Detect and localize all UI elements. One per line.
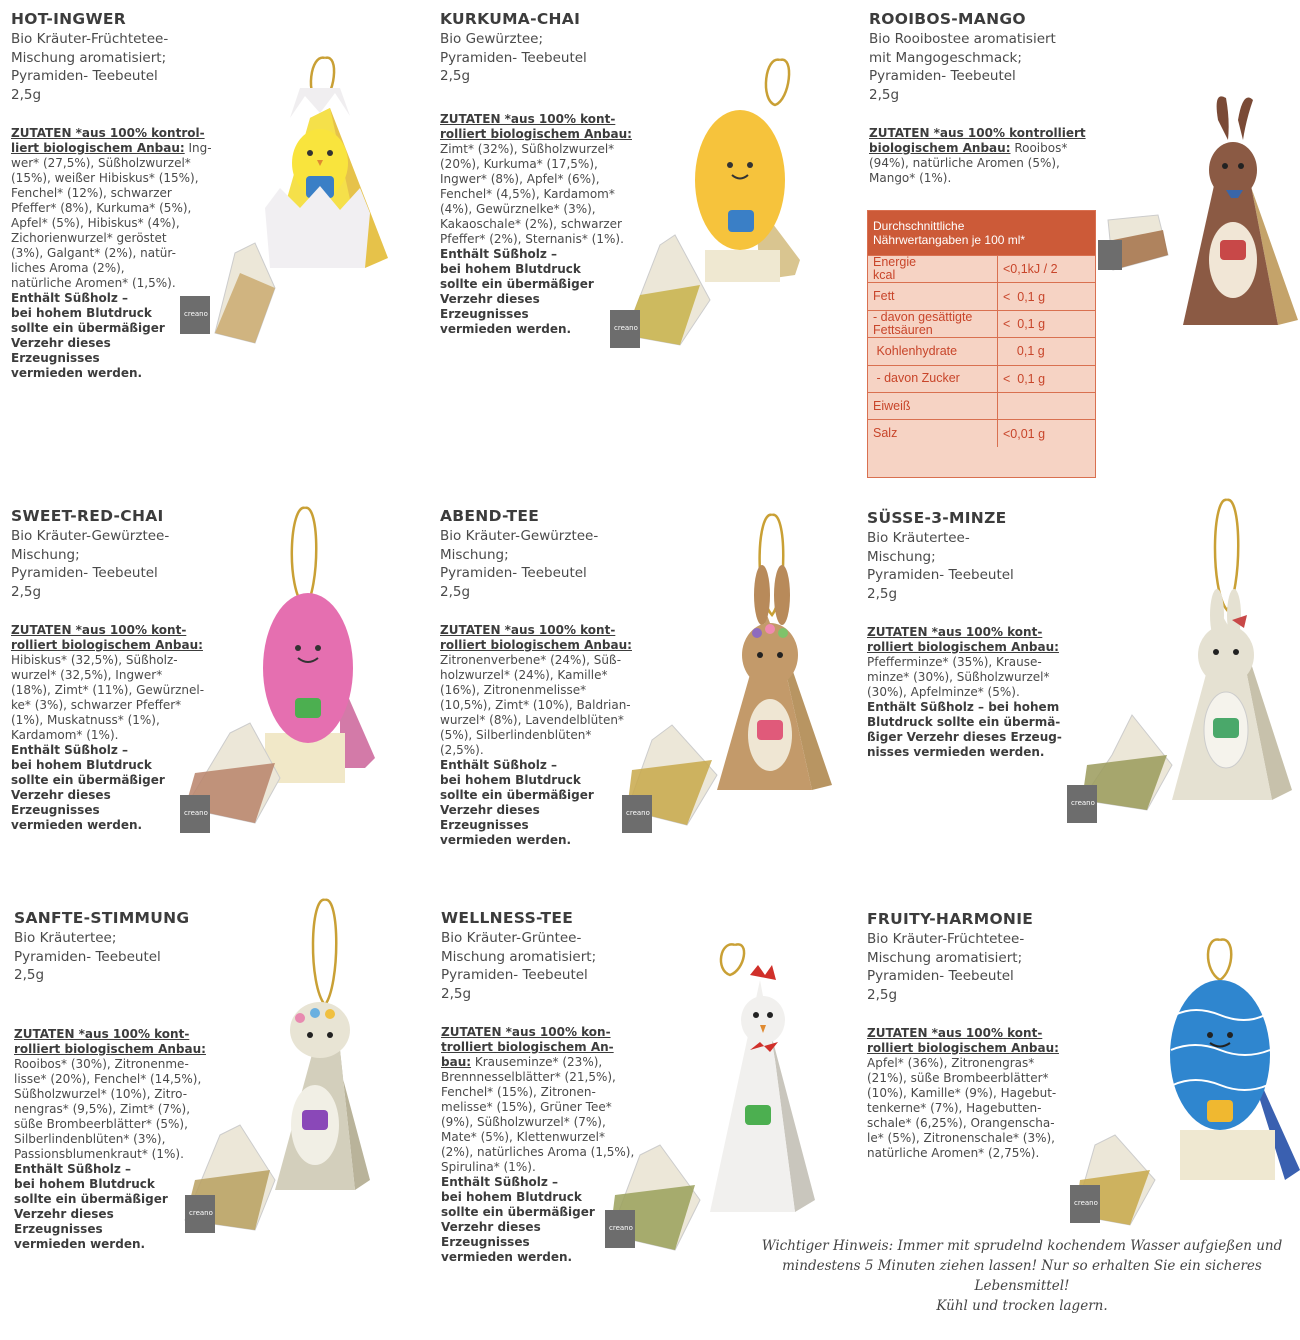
egg-icon bbox=[180, 508, 380, 838]
product-description: Bio Kräuter-Früchtetee- Mischung aromatisiert; Pyramiden- Teebeutel 2,5g bbox=[11, 31, 169, 103]
licorice-warning: Enthält Süßholz – bei hohem Blutdruck sollte ein übermäßiger Verzehr dieses Erzeugnisses vermieden werden. bbox=[440, 758, 594, 847]
ingredients-list: Pfefferminze* (35%), Krause- minze* (30%), Süßholzwurzel* (30%), Apfelminze* (5%). bbox=[867, 655, 1050, 699]
egg-icon bbox=[580, 60, 800, 360]
tag-brand: creano bbox=[609, 1224, 633, 1232]
product-description: Bio Kräutertee- Mischung; Pyramiden- Teebeutel 2,5g bbox=[867, 530, 1014, 602]
nutrient-name: Kohlenhydrate bbox=[868, 338, 998, 364]
product-title: WELLNESS-TEE bbox=[441, 909, 574, 927]
tag-brand: creano bbox=[184, 310, 208, 318]
zutaten-label: ZUTATEN *aus 100% kon- trolliert biologischem An- bau: bbox=[441, 1025, 614, 1069]
zutaten-label: ZUTATEN *aus 100% kont- rolliert biologischem Anbau: bbox=[867, 1026, 1059, 1055]
zutaten-label: ZUTATEN *aus 100% kont- rolliert biologischem Anbau: bbox=[867, 625, 1059, 654]
lamb-icon bbox=[180, 900, 380, 1240]
hen-illustration bbox=[600, 930, 820, 1260]
ingredients-list: Ing- wer* (27,5%), Süßholzwurzel* (15%), weißer Hibiskus* (15%), Fenchel* (12%), schwarzer Pfeffer* (8%), Kurkuma* (5%), Apfel* (5%), Hibiskus* (4%), Zichorienwurzel* geröstet (3%), Galgant* (2%), natür- liches Aroma (2%), natürliche Aromen* (1,5%). bbox=[11, 141, 212, 290]
product-title: SANFTE-STIMMUNG bbox=[14, 909, 190, 927]
bunny-icon bbox=[1098, 90, 1298, 390]
nutrition-row bbox=[868, 310, 1095, 337]
product-description: Bio Kräuter-Gewürztee- Mischung; Pyramiden- Teebeutel 2,5g bbox=[11, 528, 170, 600]
nutrition-table bbox=[867, 210, 1096, 478]
chick-icon bbox=[180, 58, 400, 358]
ingredients-list: Zitronenverbene* (24%), Süß- holzwurzel* (24%), Kamille* (16%), Zitronenmelisse* (10,5%), Zimt* (10%), Baldrian- wurzel* (8%), Lavendelblüten* (5%), Silberlindenblüten* (2,5%). bbox=[440, 653, 631, 757]
nutrition-row bbox=[868, 365, 1095, 392]
tag-brand: creano bbox=[614, 324, 638, 332]
nutrient-value: < 0,1 g bbox=[1003, 289, 1046, 304]
bunny-icon bbox=[592, 515, 832, 835]
product-description: Bio Kräuter-Früchtetee- Mischung aromatisiert; Pyramiden- Teebeutel 2,5g bbox=[867, 931, 1025, 1003]
nutrient-value bbox=[998, 393, 1095, 419]
nutrition-row bbox=[868, 337, 1095, 364]
lamb-illustration bbox=[180, 900, 380, 1240]
nutrient-name: Energie kcal bbox=[868, 256, 998, 282]
ingredients-list: Krauseminze* (23%), Brennnesselblätter* (21,5%), Fenchel* (15%), Zitronen- melisse* (15%), Grüner Tee* (9%), Süßholzwurzel* (7%), Mate* (5%), Klettenwurzel* (2%), natürliches Aroma (1,5%), Spirulina* (1%). bbox=[441, 1055, 635, 1174]
nutrition-row bbox=[868, 419, 1095, 446]
blue-egg-illustration bbox=[1065, 940, 1300, 1230]
tag-brand: creano bbox=[189, 1209, 213, 1217]
licorice-warning: Enthält Süßholz – bei hohem Blutdruck sollte ein übermäßiger Verzehr dieses Erzeugnisses vermieden werden. bbox=[441, 1175, 595, 1264]
hen-icon bbox=[600, 930, 820, 1260]
zutaten-label: ZUTATEN *aus 100% kont- rolliert biologischem Anbau: bbox=[440, 623, 632, 652]
product-title: KURKUMA-CHAI bbox=[440, 10, 581, 28]
white-bunny-illustration bbox=[1062, 500, 1292, 830]
zutaten-label: ZUTATEN *aus 100% kont- rolliert biologischem Anbau: bbox=[11, 623, 203, 652]
brown-bunny-illustration bbox=[1098, 90, 1298, 390]
nutrient-name: - davon gesättigte Fettsäuren bbox=[868, 311, 998, 337]
nutrient-name: - davon Zucker bbox=[868, 366, 998, 392]
pink-egg-illustration bbox=[180, 508, 380, 838]
product-title: SWEET-RED-CHAI bbox=[11, 507, 164, 525]
ingredients-list: Rooibos* (94%), natürliche Aromen (5%), Mango* (1%). bbox=[869, 141, 1068, 185]
product-title: ROOIBOS-MANGO bbox=[869, 10, 1026, 28]
product-description: Bio Kräuter-Grüntee- Mischung aromatisiert; Pyramiden- Teebeutel 2,5g bbox=[441, 930, 597, 1002]
ingredients-list: Zimt* (32%), Süßholzwurzel* (20%), Kurkuma* (17,5%), Ingwer* (8%), Apfel* (6%), Fenchel* (4,5%), Kardamom* (4%), Gewürznelke* (3%), Kakaoschale* (2%), schwarzer Pfeffer* (2%), Sternanis* (1%). bbox=[440, 141, 624, 246]
licorice-warning: Enthält Süßholz – bei hohem Blutdruck sollte ein übermäßiger Verzehr dieses Erzeugnisses vermieden werden. bbox=[11, 743, 165, 832]
product-title: FRUITY-HARMONIE bbox=[867, 910, 1034, 928]
zutaten-label: ZUTATEN *aus 100% kontrolliert biologischem Anbau: bbox=[869, 126, 1086, 155]
bunny-icon bbox=[1062, 500, 1292, 830]
nutrition-table-header bbox=[868, 211, 1095, 255]
licorice-warning: Enthält Süßholz – bei hohem Blutdruck sollte ein übermäßiger Verzehr dieses Erzeugnisses vermieden werden. bbox=[11, 291, 165, 380]
zutaten-label: ZUTATEN *aus 100% kontrol- liert biologischem Anbau: bbox=[11, 126, 205, 155]
product-description: Bio Kräutertee; Pyramiden- Teebeutel 2,5g bbox=[14, 930, 161, 983]
product-title: SÜSSE-3-MINZE bbox=[867, 509, 1007, 527]
tag-brand: creano bbox=[626, 809, 650, 817]
ingredients-list: Rooibos* (30%), Zitronenme- lisse* (20%), Fenchel* (14,5%), Süßholzwurzel* (10%), Zitro- nengras* (9,5%), Zimt* (7%), süße Brombeerblätter* (5%), Silberlindenblüten* (3%), Passionsblumenkraut* (1%). bbox=[14, 1056, 202, 1161]
product-description: Bio Kräuter-Gewürztee- Mischung; Pyramiden- Teebeutel 2,5g bbox=[440, 528, 599, 600]
nutrient-name: Salz bbox=[868, 420, 998, 446]
nutrition-row bbox=[868, 282, 1095, 309]
product-title: HOT-INGWER bbox=[11, 10, 126, 28]
product-description: Bio Gewürztee; Pyramiden- Teebeutel 2,5g bbox=[440, 31, 587, 84]
zutaten-label: ZUTATEN *aus 100% kont- rolliert biologischem Anbau: bbox=[14, 1026, 206, 1056]
ingredients-list: Apfel* (36%), Zitronengras* (21%), süße Brombeerblätter* (10%), Kamille* (9%), Hagebut- tenkerne* (7%), Hagebutten- schale* (6,25%), Orangenscha- le* (5%), Zitronenschale* (3%), natürliche Aromen* (2,75%). bbox=[867, 1056, 1057, 1160]
tag-brand: creano bbox=[184, 809, 208, 817]
tag-brand: creano bbox=[1074, 1199, 1098, 1207]
nutrient-value: < 0,1 g bbox=[1003, 371, 1046, 386]
important-notice: Wichtiger Hinweis: Immer mit sprudelnd kochendem Wasser aufgießen und mindestens 5 Minuten ziehen lassen! Nur so erhalten Sie ein sicheres Lebensmittel! Kühl und trocken lagern. bbox=[761, 1238, 1283, 1314]
product-description: Bio Rooibostee aromatisiert mit Mangogeschmack; Pyramiden- Teebeutel 2,5g bbox=[869, 31, 1056, 103]
nutrient-value: < 0,1 g bbox=[1003, 316, 1046, 331]
zutaten-label: ZUTATEN *aus 100% kont- rolliert biologischem Anbau: bbox=[440, 111, 632, 141]
ingredients-list: Hibiskus* (32,5%), Süßholz- wurzel* (32,5%), Ingwer* (18%), Zimt* (11%), Gewürznel- ke* (3%), schwarzer Pfeffer* (1%), Muskatnuss* (1%), Kardamom* (1%). bbox=[11, 653, 205, 742]
nutrient-value: <0,1kJ / 2 bbox=[1003, 262, 1058, 277]
nutrition-row bbox=[868, 255, 1095, 282]
licorice-warning: Enthält Süßholz – bei hohem Blutdruck sollte ein übermä- ßiger Verzehr dieses Erzeug- nisses vermieden werden. bbox=[867, 700, 1062, 759]
nutrient-value: 0,1 g bbox=[1003, 344, 1045, 359]
nutrient-value: <0,01 g bbox=[1003, 426, 1046, 441]
licorice-warning: Enthält Süßholz – bei hohem Blutdruck sollte ein übermäßiger Verzehr dieses Erzeugnisses vermieden werden. bbox=[440, 246, 594, 336]
egg-icon bbox=[1065, 940, 1300, 1230]
nutrition-header-text: Durchschnittliche Nährwertangaben je 100 ml* bbox=[873, 219, 1026, 247]
product-title: ABEND-TEE bbox=[440, 507, 540, 525]
nutrition-row bbox=[868, 392, 1095, 419]
nutrient-name: Eiweiß bbox=[868, 393, 998, 419]
licorice-warning: Enthält Süßholz – bei hohem Blutdruck sollte ein übermäßiger Verzehr dieses Erzeugnisses vermieden werden. bbox=[14, 1161, 168, 1251]
nutrient-name: Fett bbox=[868, 283, 998, 309]
chick-eggshell-illustration bbox=[180, 58, 400, 358]
tag-brand: creano bbox=[1071, 799, 1095, 807]
yellow-egg-illustration bbox=[580, 60, 800, 360]
beige-bunny-illustration bbox=[592, 515, 832, 835]
